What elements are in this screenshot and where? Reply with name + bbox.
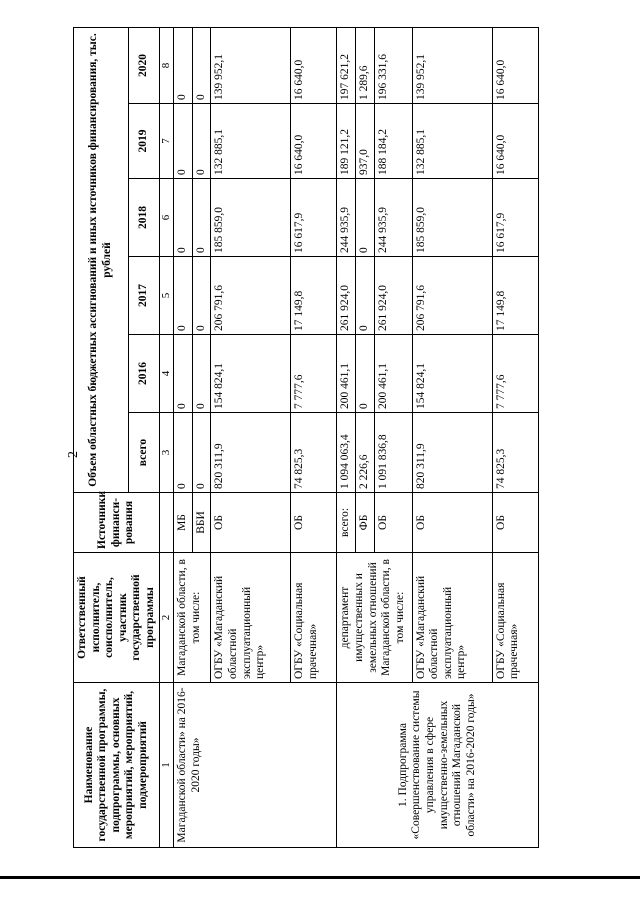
value-cell: 0 — [356, 257, 375, 335]
value-cell: 2 226,6 — [356, 413, 375, 493]
table-row — [337, 28, 356, 848]
source-cell: ОБ — [291, 493, 337, 553]
value-cell: 0 — [174, 413, 193, 493]
source-cell: ОБ — [374, 493, 412, 553]
program-name-cell: Магаданской области» на 2016-2020 годы» — [174, 683, 337, 848]
subprogram-name-cell: 1. Подпрограмма «Совершенствование системы управления в сфере имущественно-земельных отношений Магаданской области» на 2016-2020 годы» — [337, 683, 538, 848]
value-cell: 197 621,2 — [337, 28, 356, 104]
index-cell: 5 — [160, 257, 174, 335]
source-cell: МБ — [174, 493, 193, 553]
value-cell: 185 859,0 — [412, 179, 492, 257]
header-year: 2016 — [128, 335, 159, 413]
value-cell: 261 924,0 — [337, 257, 356, 335]
value-cell: 16 617,9 — [291, 179, 337, 257]
executor-cell: Магаданской области, в том числе: — [174, 553, 211, 683]
value-cell: 16 640,0 — [492, 28, 538, 104]
value-cell: 261 924,0 — [374, 257, 412, 335]
index-cell: 3 — [160, 413, 174, 493]
value-cell: 16 617,9 — [492, 179, 538, 257]
scan-bottom-border — [0, 876, 640, 879]
value-cell: 17 149,8 — [492, 257, 538, 335]
value-cell: 188 184,2 — [374, 104, 412, 179]
value-cell: 0 — [174, 104, 193, 179]
value-cell: 200 461,1 — [337, 335, 356, 413]
value-cell: 1 091 836,8 — [374, 413, 412, 493]
index-row — [160, 28, 174, 848]
executor-cell: ОГБУ «Социальная прачечная» — [291, 553, 337, 683]
value-cell: 139 952,1 — [211, 28, 291, 104]
value-cell: 244 935,9 — [374, 179, 412, 257]
executor-cell: ОГБУ «Магаданский областной эксплуатационный центр» — [211, 553, 291, 683]
value-cell: 206 791,6 — [412, 257, 492, 335]
value-cell: 0 — [356, 179, 375, 257]
value-cell: 0 — [192, 413, 211, 493]
value-cell: 16 640,0 — [291, 104, 337, 179]
value-cell: 937,0 — [356, 104, 375, 179]
value-cell: 0 — [174, 335, 193, 413]
value-cell: 244 935,9 — [337, 179, 356, 257]
source-cell: ОБ — [412, 493, 492, 553]
header-year: 2019 — [128, 104, 159, 179]
value-cell: 0 — [356, 335, 375, 413]
value-cell: 154 824,1 — [211, 335, 291, 413]
value-cell: 0 — [174, 28, 193, 104]
value-cell: 154 824,1 — [412, 335, 492, 413]
value-cell: 1 094 063,4 — [337, 413, 356, 493]
value-cell: 74 825,3 — [291, 413, 337, 493]
index-cell: 7 — [160, 104, 174, 179]
header-year: 2017 — [128, 257, 159, 335]
value-cell: 16 640,0 — [291, 28, 337, 104]
value-cell: 7 777,6 — [492, 335, 538, 413]
index-cell: 8 — [160, 28, 174, 104]
header-row-top — [74, 28, 129, 848]
page-number: 2 — [66, 451, 81, 458]
value-cell: 0 — [192, 104, 211, 179]
value-cell: 0 — [192, 179, 211, 257]
budget-table — [73, 27, 539, 848]
value-cell: 196 331,6 — [374, 28, 412, 104]
value-cell: 1 289,6 — [356, 28, 375, 104]
header-year: 2018 — [128, 179, 159, 257]
header-volume: Объем областных бюджетных ассигнований и иных источников финансирования, тыс. рублей — [74, 28, 129, 493]
value-cell: 189 121,2 — [337, 104, 356, 179]
value-cell: 132 885,1 — [412, 104, 492, 179]
budget-table-sheet — [73, 28, 558, 848]
source-cell: ОБ — [211, 493, 291, 553]
table-row — [174, 28, 193, 848]
value-cell: 820 311,9 — [211, 413, 291, 493]
header-name: Наименование государственной программы, подпрограммы, основных мероприятий, мероприятий, подмероприятий — [74, 683, 160, 848]
value-cell: 200 461,1 — [374, 335, 412, 413]
header-year: 2020 — [128, 28, 159, 104]
source-cell: ФБ — [356, 493, 375, 553]
executor-cell: ОГБУ «Социальная прачечная» — [492, 553, 538, 683]
header-executor: Ответственный исполнитель, соисполнитель, участник государственной программы — [74, 553, 160, 683]
value-cell: 17 149,8 — [291, 257, 337, 335]
value-cell: 132 885,1 — [211, 104, 291, 179]
index-cell: 1 — [160, 683, 174, 848]
header-source: Источники финанси-рования — [74, 493, 160, 553]
executor-cell: департамент имущественных и земельных отношений Магаданской области, в том числе: — [337, 553, 412, 683]
value-cell: 16 640,0 — [492, 104, 538, 179]
value-cell: 820 311,9 — [412, 413, 492, 493]
source-cell: ВБИ — [192, 493, 211, 553]
value-cell: 0 — [192, 28, 211, 104]
value-cell: 7 777,6 — [291, 335, 337, 413]
header-total: всего — [128, 413, 159, 493]
index-cell: 4 — [160, 335, 174, 413]
value-cell: 206 791,6 — [211, 257, 291, 335]
value-cell: 0 — [192, 257, 211, 335]
value-cell: 185 859,0 — [211, 179, 291, 257]
source-cell: ОБ — [492, 493, 538, 553]
value-cell: 0 — [174, 257, 193, 335]
value-cell: 0 — [192, 335, 211, 413]
executor-cell: ОГБУ «Магаданский областной эксплуатационный центр» — [412, 553, 492, 683]
value-cell: 0 — [174, 179, 193, 257]
value-cell: 74 825,3 — [492, 413, 538, 493]
index-cell: 6 — [160, 179, 174, 257]
source-cell: всего: — [337, 493, 356, 553]
value-cell: 139 952,1 — [412, 28, 492, 104]
index-cell: 2 — [160, 553, 174, 683]
